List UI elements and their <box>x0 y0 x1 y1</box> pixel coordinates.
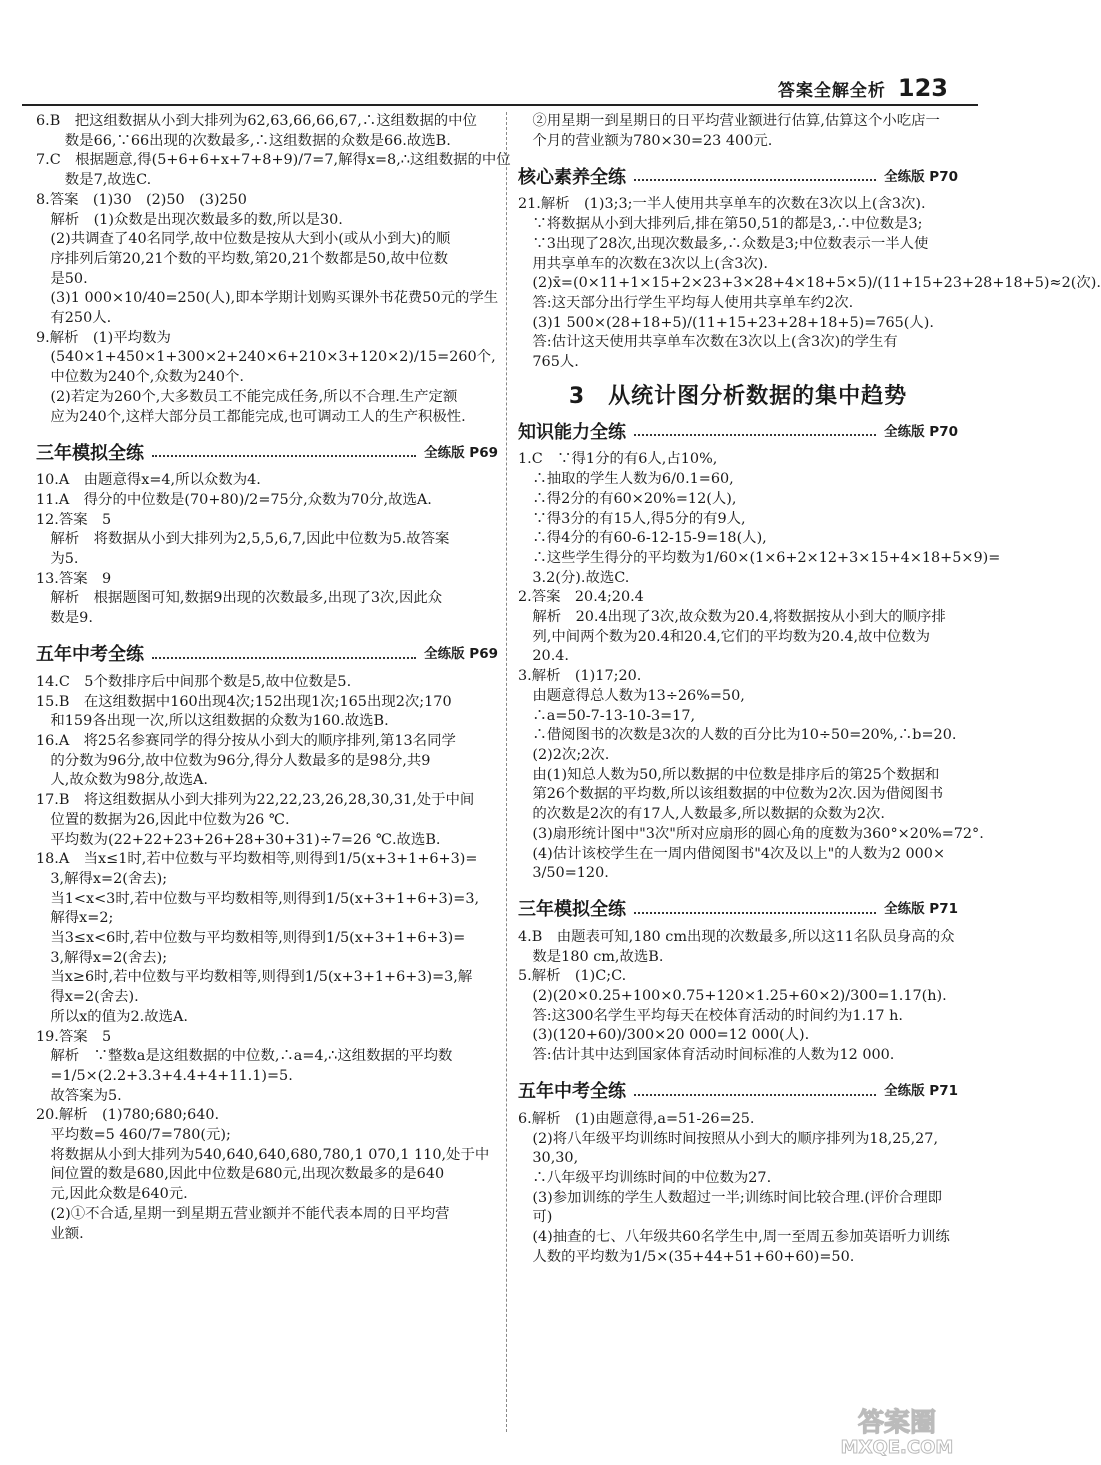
text-line: 得x=2(舍去). <box>36 989 139 1006</box>
text-line: 3/50=120. <box>518 865 609 882</box>
text-line: 20.4. <box>518 648 570 665</box>
section-title: 知识能力全练 <box>518 421 626 443</box>
text-line: 3,解得x=2(舍去); <box>36 870 168 887</box>
text-line: 平均数为(22+22+23+26+28+30+31)÷7=26 ℃.故选B. <box>36 831 441 848</box>
section-page-ref: 全练版 P70 <box>884 423 958 440</box>
text-line: 13.答案 9 <box>36 570 112 587</box>
text-line: 解析 将数据从小到大排列为2,5,5,6,7,因此中位数为5.故答案 <box>36 531 450 548</box>
section-heading <box>36 639 498 665</box>
section-heading <box>518 894 958 920</box>
text-line: 765人. <box>518 354 579 371</box>
text-line: ∴这些学生得分的平均数为1/60×(1×6+2×12+3×15+4×18+5×9)= <box>518 549 1001 566</box>
text-line: 15.B 在这组数据中160出现4次;152出现1次;165出现2次;170 <box>36 693 452 710</box>
section-heading <box>518 1076 958 1102</box>
text-line: 9.解析 (1)平均数为 <box>36 329 171 346</box>
text-line: 数是7,故选C. <box>36 172 152 189</box>
text-line: 解析 (1)众数是出现次数最多的数,所以是30. <box>36 211 343 228</box>
text-line: 3.解析 (1)17;20. <box>518 668 642 685</box>
text-line: 位置的数据为26,因此中位数为26 ℃. <box>36 811 290 828</box>
text-line: 答:这天部分出行学生平均每人使用共享单车约2次. <box>518 294 854 311</box>
text-line: (3)1 500×(28+18+5)/(11+15+23+28+18+5)=765(人). <box>518 314 934 331</box>
text-line: ∴八年级平均训练时间的中位数为27. <box>518 1169 772 1186</box>
text-line: 当1<x<3时,若中位数与平均数相等,则得到1/5(x+3+1+6+3)=3, <box>36 890 480 907</box>
text-line: 3.2(分).故选C. <box>518 569 630 586</box>
text-line: 用共享单车的次数在3次以上(含3次). <box>518 255 768 272</box>
text-line: ∴a=50-7-13-10-3=17, <box>518 707 696 724</box>
text-line: 第26个数据的平均数,所以该组数据的中位数为2次.因为借阅图书 <box>518 786 944 803</box>
text-line: 解析 ∵整数a是这组数据的中位数,∴a=4,∴这组数据的平均数 <box>36 1048 453 1065</box>
section-page-ref: 全练版 P70 <box>884 168 958 185</box>
page-header <box>778 73 948 103</box>
text-line: ∴得2分的有60×20%=12(人), <box>518 490 737 507</box>
text-line: 1.C ∵得1分的有6人,占10%, <box>518 451 718 468</box>
text-line: 人数的平均数为1/5×(35+44+51+60+60)=50. <box>518 1248 855 1265</box>
text-line: 7.C 根据题意,得(5+6+6+x+7+8+9)/7=7,解得x=8,∴这组数据的中位 <box>36 152 511 169</box>
section-page-ref: 全练版 P69 <box>424 444 498 461</box>
text-line: 6.解析 (1)由题意得,a=51-26=25. <box>518 1110 755 1127</box>
dotted-leader <box>634 179 876 181</box>
text-line: (3)(120+60)/300×20 000=12 000(人). <box>518 1027 810 1044</box>
text-line: 答:估计这天使用共享单车次数在3次以上(含3次)的学生有 <box>518 334 898 351</box>
text-line: =1/5×(2.2+3.3+4.4+4+11.1)=5. <box>36 1067 293 1084</box>
dotted-leader <box>152 455 416 457</box>
text-line: 20.解析 (1)780;680;640. <box>36 1107 220 1124</box>
text-line: 2.答案 20.4;20.4 <box>518 589 644 606</box>
section-title: 五年中考全练 <box>36 644 144 666</box>
text-line: ∵将数据从小到大排列后,排在第50,51的都是3,∴中位数是3; <box>518 216 923 233</box>
text-line: 16.A 将25名参赛同学的得分按从小到大的顺序排列,第13名同学 <box>36 732 456 749</box>
svg-text:MXQE.COM: MXQE.COM <box>840 1437 954 1458</box>
text-line: 数是9. <box>36 610 93 627</box>
text-line: 和159各出现一次,所以这组数据的众数为160.故选B. <box>36 713 389 730</box>
text-line: ∴得4分的有60-6-12-15-9=18(人), <box>518 530 767 547</box>
text-line: 12.答案 5 <box>36 511 112 528</box>
right-column <box>518 112 1101 1267</box>
text-line: ∵得3分的有15人,得5分的有9人, <box>518 510 746 527</box>
column-separator <box>506 112 507 1432</box>
text-line: (2)x̄=(0×11+1×15+2×23+3×28+4×18+5×5)/(11+15+23+28+18+5)≈2(次). <box>518 275 1101 292</box>
text-line: 由题意得总人数为13÷26%=50, <box>518 687 745 704</box>
dotted-leader <box>634 1094 876 1096</box>
text-line: 元,因此众数是640元. <box>36 1186 188 1203</box>
text-line: 解得x=2; <box>36 910 114 927</box>
text-line: 3,解得x=2(舍去); <box>36 949 168 966</box>
text-line: 将数据从小到大排列为540,640,640,680,780,1 070,1 110,处于中 <box>36 1146 490 1163</box>
text-line: 列,中间两个数为20.4和20.4,它们的平均数为20.4,故中位数为 <box>518 628 931 645</box>
text-line: 数是180 cm,故选B. <box>518 948 664 965</box>
text-line: (4)抽查的七、八年级共60名学生中,周一至周五参加英语听力训练 <box>518 1229 950 1246</box>
text-line: 故答案为5. <box>36 1087 122 1104</box>
text-line: 解析 根据题图可知,数据9出现的次数最多,出现了3次,因此众 <box>36 590 443 607</box>
header-rule <box>22 104 978 106</box>
text-line: 11.A 得分的中位数是(70+80)/2=75分,众数为70分,故选A. <box>36 491 432 508</box>
text-line: (3)扇形统计图中"3次"所对应扇形的圆心角的度数为360°×20%=72°. <box>518 825 984 842</box>
text-line: (540×1+450×1+300×2+240×6+210×3+120×2)/15=260个, <box>36 349 496 366</box>
watermark-logo <box>812 1405 982 1457</box>
text-line: (2)①不合适,星期一到星期五营业额并不能代表本周的日平均营 <box>36 1205 450 1222</box>
text-line: 是50. <box>36 270 88 287</box>
section-title: 三年模拟全练 <box>518 899 626 921</box>
text-line: (2)若定为260个,大多数员工不能完成任务,所以不合理.生产定额 <box>36 388 458 405</box>
text-line: 解析 20.4出现了3次,故众数为20.4,将数据按从小到大的顺序排 <box>518 609 946 626</box>
text-line: 可) <box>518 1209 553 1226</box>
text-line: 21.解析 (1)3;3;一半人使用共享单车的次数在3次以上(含3次). <box>518 196 926 213</box>
text-line: 所以x的值为2.故选A. <box>36 1008 188 1025</box>
text-line: 答:估计其中达到国家体育活动时间标准的人数为12 000. <box>518 1047 895 1064</box>
text-line: (3)1 000×10/40=250(人),即本学期计划购买课外书花费50元的学生 <box>36 290 499 307</box>
text-line: (2)2次;2次. <box>518 746 610 763</box>
text-line: 由(1)知总人数为50,所以数据的中位数是排序后的第25个数据和 <box>518 766 940 783</box>
text-line: 17.B 将这组数据从小到大排列为22,22,23,26,28,30,31,处于中间 <box>36 792 475 809</box>
text-line: 19.答案 5 <box>36 1028 112 1045</box>
text-line: 5.解析 (1)C;C. <box>518 968 627 985</box>
text-line: (2)(20×0.25+100×0.75+120×1.25+60×2)/300=1.17(h). <box>518 988 947 1005</box>
text-line: ∴抽取的学生人数为6/0.1=60, <box>518 471 734 488</box>
text-line: 6.B 把这组数据从小到大排列为62,63,66,66,67,∴这组数据的中位 <box>36 113 477 129</box>
text-line: (3)参加训练的学生人数超过一半;训练时间比较合理.(评价合理即 <box>518 1189 942 1206</box>
section-title: 三年模拟全练 <box>36 442 144 464</box>
text-line: 个月的营业额为780×30=23 400元. <box>518 132 773 149</box>
text-line: (4)估计该校学生在一周内借阅图书"4次及以上"的人数为2 000× <box>518 845 946 862</box>
text-line: 应为240个,这样大部分员工都能完成,也可调动工人的生产积极性. <box>36 408 466 425</box>
text-line: 人,故众数为98分,故选A. <box>36 772 208 789</box>
text-line: 的分数为96分,故中位数为96分,得分人数最多的是98分,共9 <box>36 752 431 769</box>
left-column <box>36 112 511 1244</box>
section-heading <box>518 161 958 187</box>
section-heading <box>518 416 958 442</box>
text-line: 18.A 当x≤1时,若中位数与平均数相等,则得到1/5(x+3+1+6+3)= <box>36 851 478 868</box>
text-line: 答:这300名学生平均每天在校体育活动的时间约为1.17 h. <box>518 1007 903 1024</box>
text-line: 8.答案 (1)30 (2)50 (3)250 <box>36 191 247 208</box>
text-line: 间位置的数是680,因此中位数是680元,出现次数最多的是640 <box>36 1166 445 1183</box>
text-line: 业额. <box>36 1225 84 1242</box>
section-page-ref: 全练版 P71 <box>884 901 958 918</box>
text-line: 的次数是2次的有17人,人数最多,所以数据的众数为2次. <box>518 806 885 823</box>
text-line: 14.C 5个数排序后中间那个数是5,故中位数是5. <box>36 673 352 690</box>
text-line: 数是66,∵66出现的次数最多,∴这组数据的众数是66.故选B. <box>36 132 451 149</box>
text-line: 10.A 由题意得x=4,所以众数为4. <box>36 472 261 489</box>
text-line: 当x≥6时,若中位数与平均数相等,则得到1/5(x+3+1+6+3)=3,解 <box>36 969 473 986</box>
text-line: 中位数为240个,众数为240个. <box>36 369 244 386</box>
text-line: (2)将八年级平均训练时间按照从小到大的顺序排列为18,25,27, <box>518 1130 939 1147</box>
text-line: 30,30, <box>518 1150 579 1167</box>
text-line: 有250人. <box>36 310 112 327</box>
page-number: 123 <box>897 74 948 102</box>
dotted-leader <box>634 434 876 436</box>
svg-text:答案圈: 答案圈 <box>857 1408 937 1438</box>
text-line: 为5. <box>36 551 79 568</box>
section-page-ref: 全练版 P71 <box>884 1083 958 1100</box>
text-line: (2)共调查了40名同学,故中位数是按从大到小(或从小到大)的顺 <box>36 231 451 248</box>
section-title: 核心素养全练 <box>518 166 626 188</box>
text-line: ∴借阅图书的次数是3次的人数的百分比为10÷50=20%,∴b=20. <box>518 727 957 744</box>
text-line: ∵3出现了28次,出现次数最多,∴众数是3;中位数表示一半人使 <box>518 235 929 252</box>
text-line: 4.B 由题表可知,180 cm出现的次数最多,所以这11名队员身高的众 <box>518 928 955 945</box>
text-line: 当3≤x<6时,若中位数与平均数相等,则得到1/5(x+3+1+6+3)= <box>36 930 466 947</box>
text-line: 序排列后第20,21个数的平均数,第20,21个数都是50,故中位数 <box>36 250 449 267</box>
header-title: 答案全解全析 <box>777 80 886 101</box>
section-page-ref: 全练版 P69 <box>424 646 498 663</box>
section-heading <box>36 437 498 463</box>
dotted-leader <box>152 657 416 659</box>
section-title: 五年中考全练 <box>518 1081 626 1103</box>
text-line: 平均数=5 460/7=780(元); <box>36 1127 231 1144</box>
chapter-title: 3 从统计图分析数据的集中趋势 <box>568 383 908 409</box>
dotted-leader <box>634 912 876 914</box>
text-line: ②用星期一到星期日的日平均营业额进行估算,估算这个小吃店一 <box>518 113 940 129</box>
